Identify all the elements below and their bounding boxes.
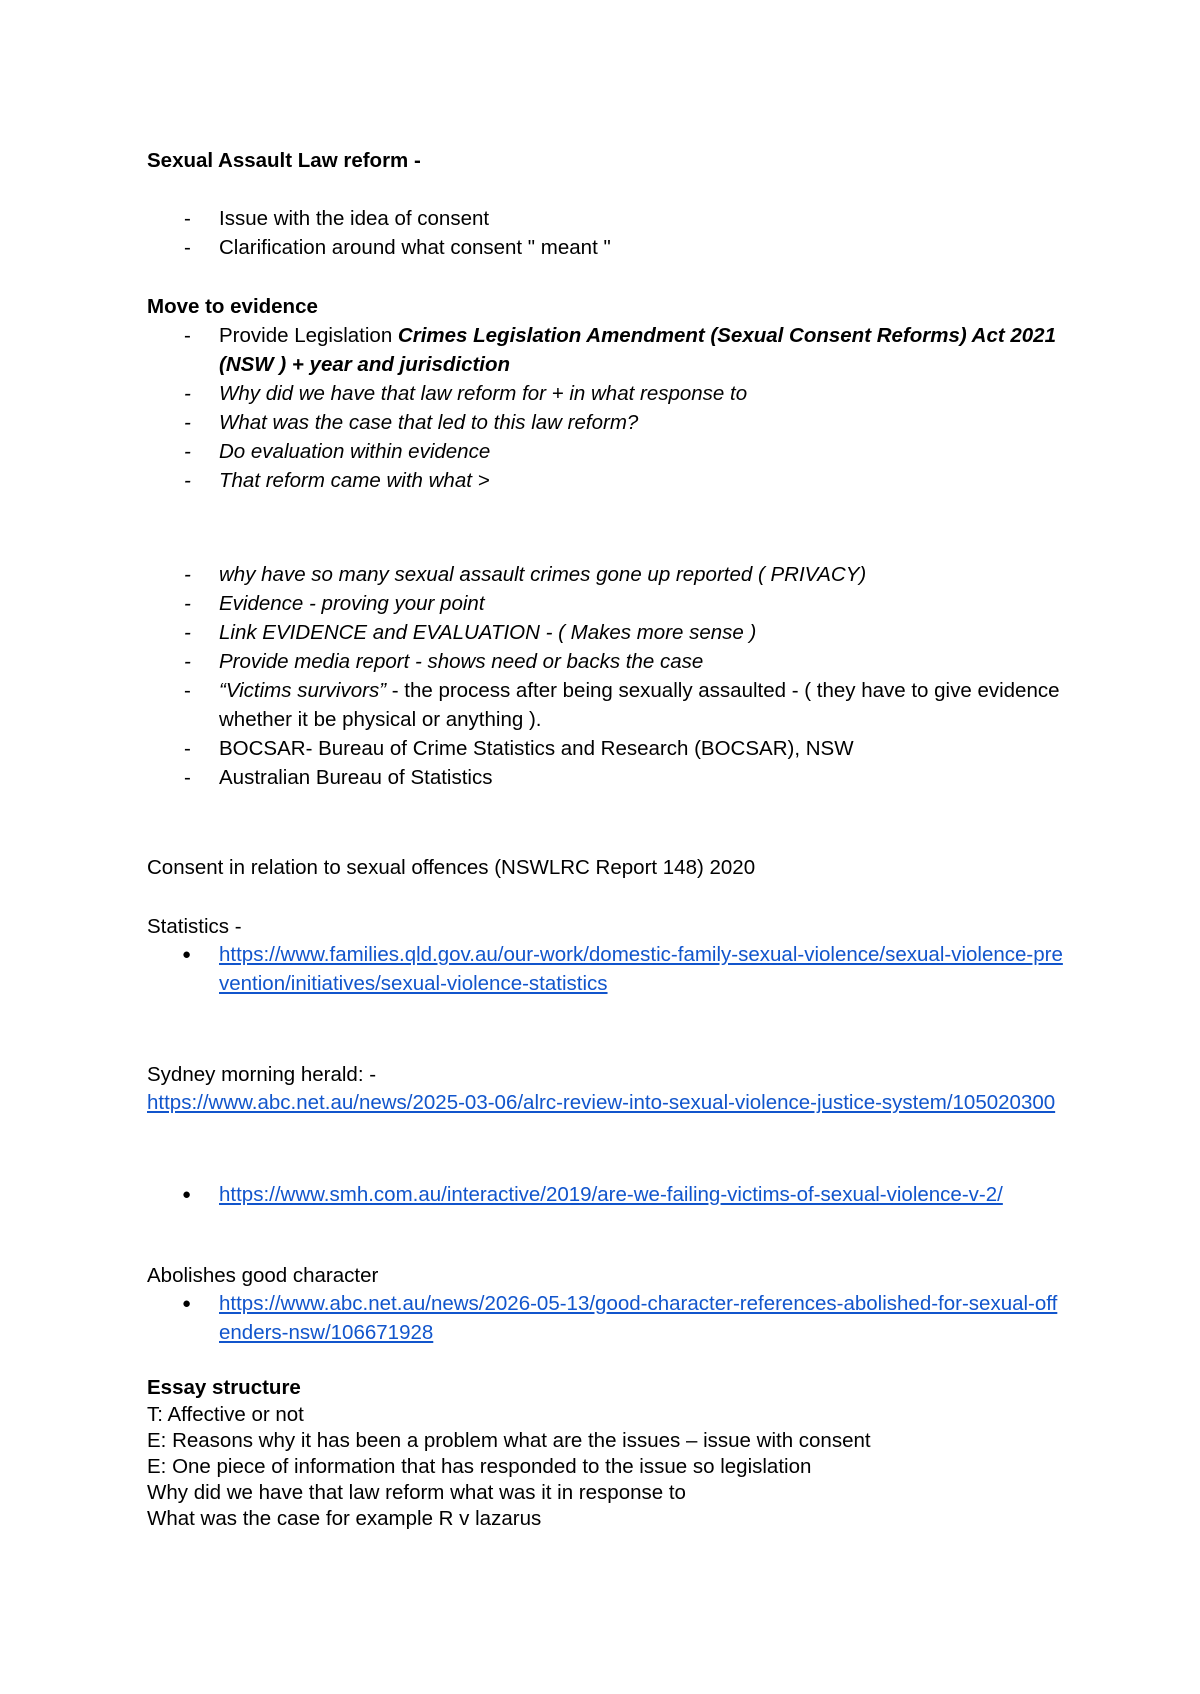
move-section (147, 293, 1067, 495)
abc-link-line (147, 1088, 1067, 1117)
consent-report: Consent in relation to sexual offences (NSWLRC Report 148) 2020 (147, 856, 756, 879)
victims-term: “Victims survivors” (219, 679, 387, 702)
list-item (147, 940, 1067, 998)
smh-block (147, 1062, 1067, 1117)
abc-link[interactable]: https://www.abc.net.au/news/2025-03-06/alrc-review-into-sexual-violence-justice-system/105020300 (147, 1091, 1056, 1114)
more-list (147, 560, 1067, 792)
list-item: - Link EVIDENCE and EVALUATION - ( Makes more sense ) (147, 618, 1067, 647)
good-character-link[interactable]: https://www.abc.net.au/news/2026-05-13/good-character-references-abolished-for-sexual-offenders-nsw/106671928 (219, 1292, 1058, 1344)
consent-report-block (147, 855, 1067, 881)
legislation-prefix: Provide Legislation (219, 324, 398, 347)
list-item: - Australian Bureau of Statistics (147, 763, 1067, 792)
essay-section (147, 1374, 1067, 1532)
section-heading-essay: Essay structure (147, 1376, 301, 1399)
statistics-link[interactable]: https://www.families.qld.gov.au/our-work/domestic-family-sexual-violence/sexual-violence-prevention/initiatives/sexual-violence-statistics (219, 943, 1063, 995)
list-item: - Why did we have that law reform for + in what response to (147, 379, 1067, 408)
list-item: - Do evaluation within evidence (147, 437, 1067, 466)
smh-label: Sydney morning herald: - (147, 1063, 377, 1086)
list-item: - Evidence - proving your point (147, 589, 1067, 618)
list-item: - Clarification around what consent " meant " (147, 233, 1067, 262)
list-item-victims (147, 676, 1067, 734)
section-heading-move: Move to evidence (147, 295, 318, 318)
essay-line: What was the case for example R v lazarus (147, 1507, 542, 1530)
essay-line: Why did we have that law reform what was it in response to (147, 1481, 686, 1504)
list-item (147, 1180, 1067, 1209)
smh-link[interactable]: https://www.smh.com.au/interactive/2019/are-we-failing-victims-of-sexual-violence-v-2/ (219, 1183, 1003, 1206)
legislation-name: Crimes Legislation Amendment (Sexual Consent Reforms) Act 2021 (NSW ) + year and jurisdiction (219, 324, 1056, 376)
evidence-list (147, 321, 1067, 495)
more-list-block (147, 560, 1067, 792)
victims-text: - the process after being sexually assaulted - ( they have to give evidence whether it be physical or anything ). (219, 679, 1060, 731)
statistics-label: Statistics - (147, 915, 242, 938)
list-item: - That reform came with what > (147, 466, 1067, 495)
intro-list (147, 204, 1067, 262)
list-item (147, 1289, 1067, 1347)
statistics-links (147, 940, 1067, 998)
statistics-block (147, 914, 1067, 998)
essay-line: E: One piece of information that has responded to the issue so legislation (147, 1455, 812, 1478)
smh-link-block (147, 1180, 1067, 1209)
list-item: - Issue with the idea of consent (147, 204, 1067, 233)
list-item: - why have so many sexual assault crimes gone up reported ( PRIVACY) (147, 560, 1067, 589)
essay-line: E: Reasons why it has been a problem what are the issues – issue with consent (147, 1429, 871, 1452)
good-character-label: Abolishes good character (147, 1264, 379, 1287)
essay-line: T: Affective or not (147, 1403, 304, 1426)
list-item: - Provide media report - shows need or backs the case (147, 647, 1067, 676)
list-item: - BOCSAR- Bureau of Crime Statistics and Research (BOCSAR), NSW (147, 734, 1067, 763)
list-item: - What was the case that led to this law reform? (147, 408, 1067, 437)
intro-list-block (147, 204, 1067, 262)
doc-title: Sexual Assault Law reform - (147, 149, 421, 172)
list-item-legislation (147, 321, 1067, 379)
doc-title-block (147, 147, 1067, 175)
smh-links (147, 1180, 1067, 1209)
good-character-links (147, 1289, 1067, 1347)
good-character-block (147, 1263, 1067, 1347)
